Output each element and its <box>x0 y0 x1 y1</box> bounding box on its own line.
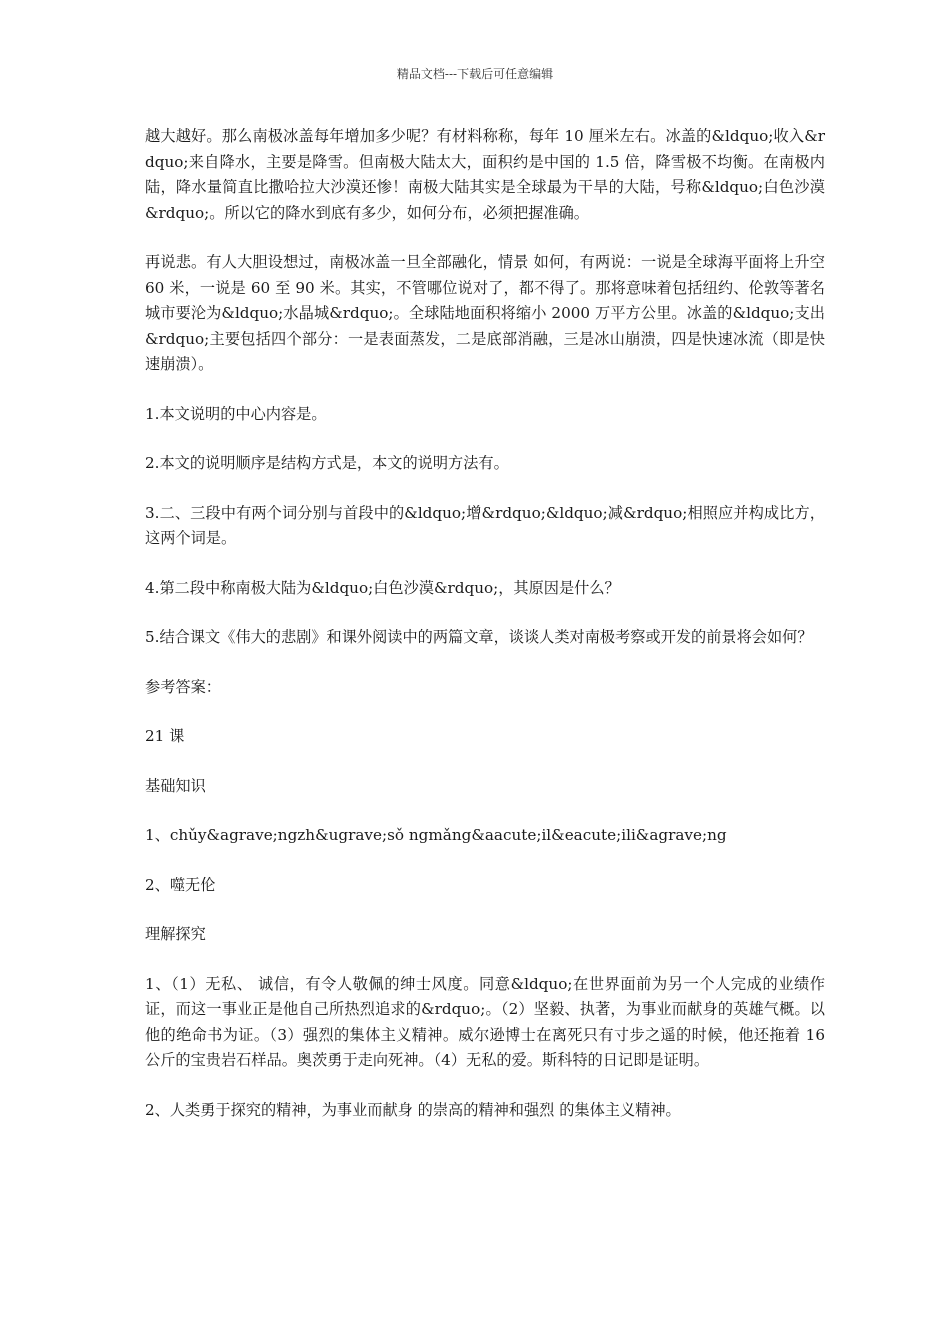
question-1: 1.本文说明的中心内容是。 <box>145 404 327 423</box>
comprehension-heading: 理解探究 <box>145 925 206 943</box>
question-2: 2.本文的说明顺序是结构方式是，本文的说明方法有。 <box>145 454 509 472</box>
answer-idiom: 2、噬无伦 <box>145 875 216 894</box>
question-5: 5.结合课文《伟大的悲剧》和课外阅读中的两篇文章，谈谈人类对南极考察或开发的前景将会如何？ <box>145 628 813 646</box>
lesson-heading: 21 课 <box>145 727 185 745</box>
basic-knowledge-heading: 基础知识 <box>145 776 206 795</box>
paragraph-ice-sheet-melting: 再说悲。有人大胆设想过，南极冰盖一旦全部融化，情景 如何，有两说：一说是全球海平面将上升空 60 米，一说是 60 至 90 米。其实，不管哪位说对了，都不得了。那将意味着包括纽约、伦敦等著名城市要沦为&ldquo;水晶城&rdquo;。全球陆地面积将缩小 2000 万平方公里。冰盖的&ldquo;支出&rdquo;主要包括四个部分：一是表面蒸发，二是底部消融，三是冰山崩溃，四是快速冰流（即是快速崩溃）。 <box>145 253 825 373</box>
answers-heading: 参考答案： <box>145 677 221 696</box>
question-4: 4.第二段中称南极大陆为&ldquo;白色沙漠&rdquo;，其原因是什么？ <box>145 578 620 597</box>
paragraph-ice-sheet-growth: 越大越好。那么南极冰盖每年增加多少呢？有材料称称，每年 10 厘米左右。冰盖的&ldquo;收入&rdquo;来自降水，主要是降雪。但南极大陆太大，面积约是中国的 1.5 倍，降雪极不均衡。在南极内陆，降水量简直比撒哈拉大沙漠还惨！南极大陆其实是全球最为干旱的大陆，号称&ldquo;白色沙漠&rdquo;。所以它的降水到底有多少，如何分布，必须把握准确。 <box>145 127 825 222</box>
page-header: 精品文档---下载后可任意编辑 <box>396 67 554 81</box>
question-3: 3.二、三段中有两个词分别与首段中的&ldquo;增&rdquo;&ldquo;减&rdquo;相照应并构成比方，这两个词是。 <box>145 503 825 547</box>
answer-comprehension-1: 1、（1）无私、 诚信，有令人敬佩的绅士风度。同意&ldquo;在世界面前为另一个人完成的业绩作证，而这一事业正是他自己所热烈追求的&rdquo;。（2）坚毅、执著，为事业而献身的英雄气概。以他的绝命书为证。（3）强烈的集体主义精神。威尔逊博士在离死只有寸步之遥的时候，他还拖着 16 公斤的宝贵岩石样品。奥茨勇于走向死神。（4）无私的爱。斯科特的日记即是证明。 <box>145 974 825 1069</box>
answer-comprehension-2: 2、人类勇于探究的精神，为事业而献身 的崇高的精神和强烈 的集体主义精神。 <box>145 1100 681 1119</box>
answer-pinyin: 1、chǔy&agrave;ngzh&ugrave;sǒ ngmǎng&aacute;il&eacute;ili&agrave;ng <box>145 826 727 844</box>
document-body <box>145 124 825 1123</box>
